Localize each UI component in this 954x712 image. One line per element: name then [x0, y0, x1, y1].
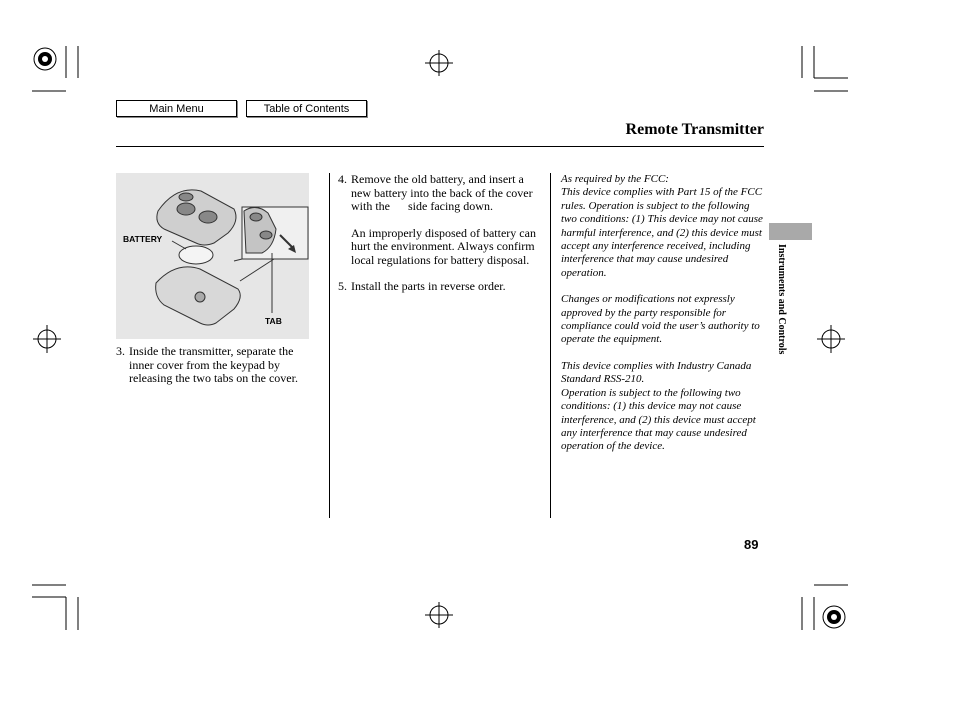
- fcc-heading: As required by the FCC:: [561, 173, 669, 185]
- battery-warning: An improperly disposed of battery can hurt the environment. Always confirm local regulations for battery disposal.: [351, 225, 536, 267]
- canada-line-1: This device complies with Industry Canada Standard RSS-210.: [561, 359, 752, 386]
- column-2: [338, 173, 544, 294]
- step-3: [116, 345, 312, 386]
- step-number: 3.: [116, 344, 125, 358]
- column-divider: [329, 173, 330, 518]
- table-of-contents-button[interactable]: Table of Contents: [246, 100, 367, 117]
- changes-text: Changes or modifications not expressly approved by the party responsible for compliance could void the user’s authority to operate the equipment.: [561, 293, 760, 346]
- step-text: Inside the transmitter, separate the inner cover from the keypad by releasing the two tabs on the cover.: [129, 344, 298, 385]
- battery-label: BATTERY: [123, 234, 163, 244]
- battery-coin: [179, 246, 213, 264]
- inner-cover-shape: [156, 267, 241, 325]
- transmitter-illustration: [116, 173, 309, 339]
- transmitter-figure: [116, 173, 309, 339]
- section-label: Instruments and Controls: [776, 244, 787, 355]
- fcc-notice: [561, 173, 766, 454]
- column-divider: [550, 173, 551, 518]
- step-4: [338, 173, 544, 214]
- section-tab: [769, 223, 812, 240]
- fcc-text: This device complies with Part 15 of the FCC rules. Operation is subject to the following two conditions: (1) This device may not cause harmful interference, and (2) this device must accept any interference received, including interference that may cause undesired operation.: [561, 186, 763, 279]
- canada-line-2: Operation is subject to the following two conditions: (1) this device may not cause interference, and (2) this device must accept any interference that may cause undesired operation of the device.: [561, 386, 756, 453]
- step-number: 4.: [338, 172, 347, 186]
- keypad-shape: [157, 190, 236, 245]
- step-5: [338, 280, 544, 294]
- step-number: 5.: [338, 279, 347, 293]
- step-text: Install the parts in reverse order.: [351, 279, 506, 293]
- title-rule: [116, 146, 764, 147]
- main-menu-button[interactable]: Main Menu: [116, 100, 237, 117]
- step-text: Remove the old battery, and insert a new battery into the back of the cover with the side facing down.: [351, 172, 536, 213]
- page-title: Remote Transmitter: [625, 121, 764, 138]
- tab-label: TAB: [265, 316, 282, 326]
- page-number: 89: [744, 537, 759, 552]
